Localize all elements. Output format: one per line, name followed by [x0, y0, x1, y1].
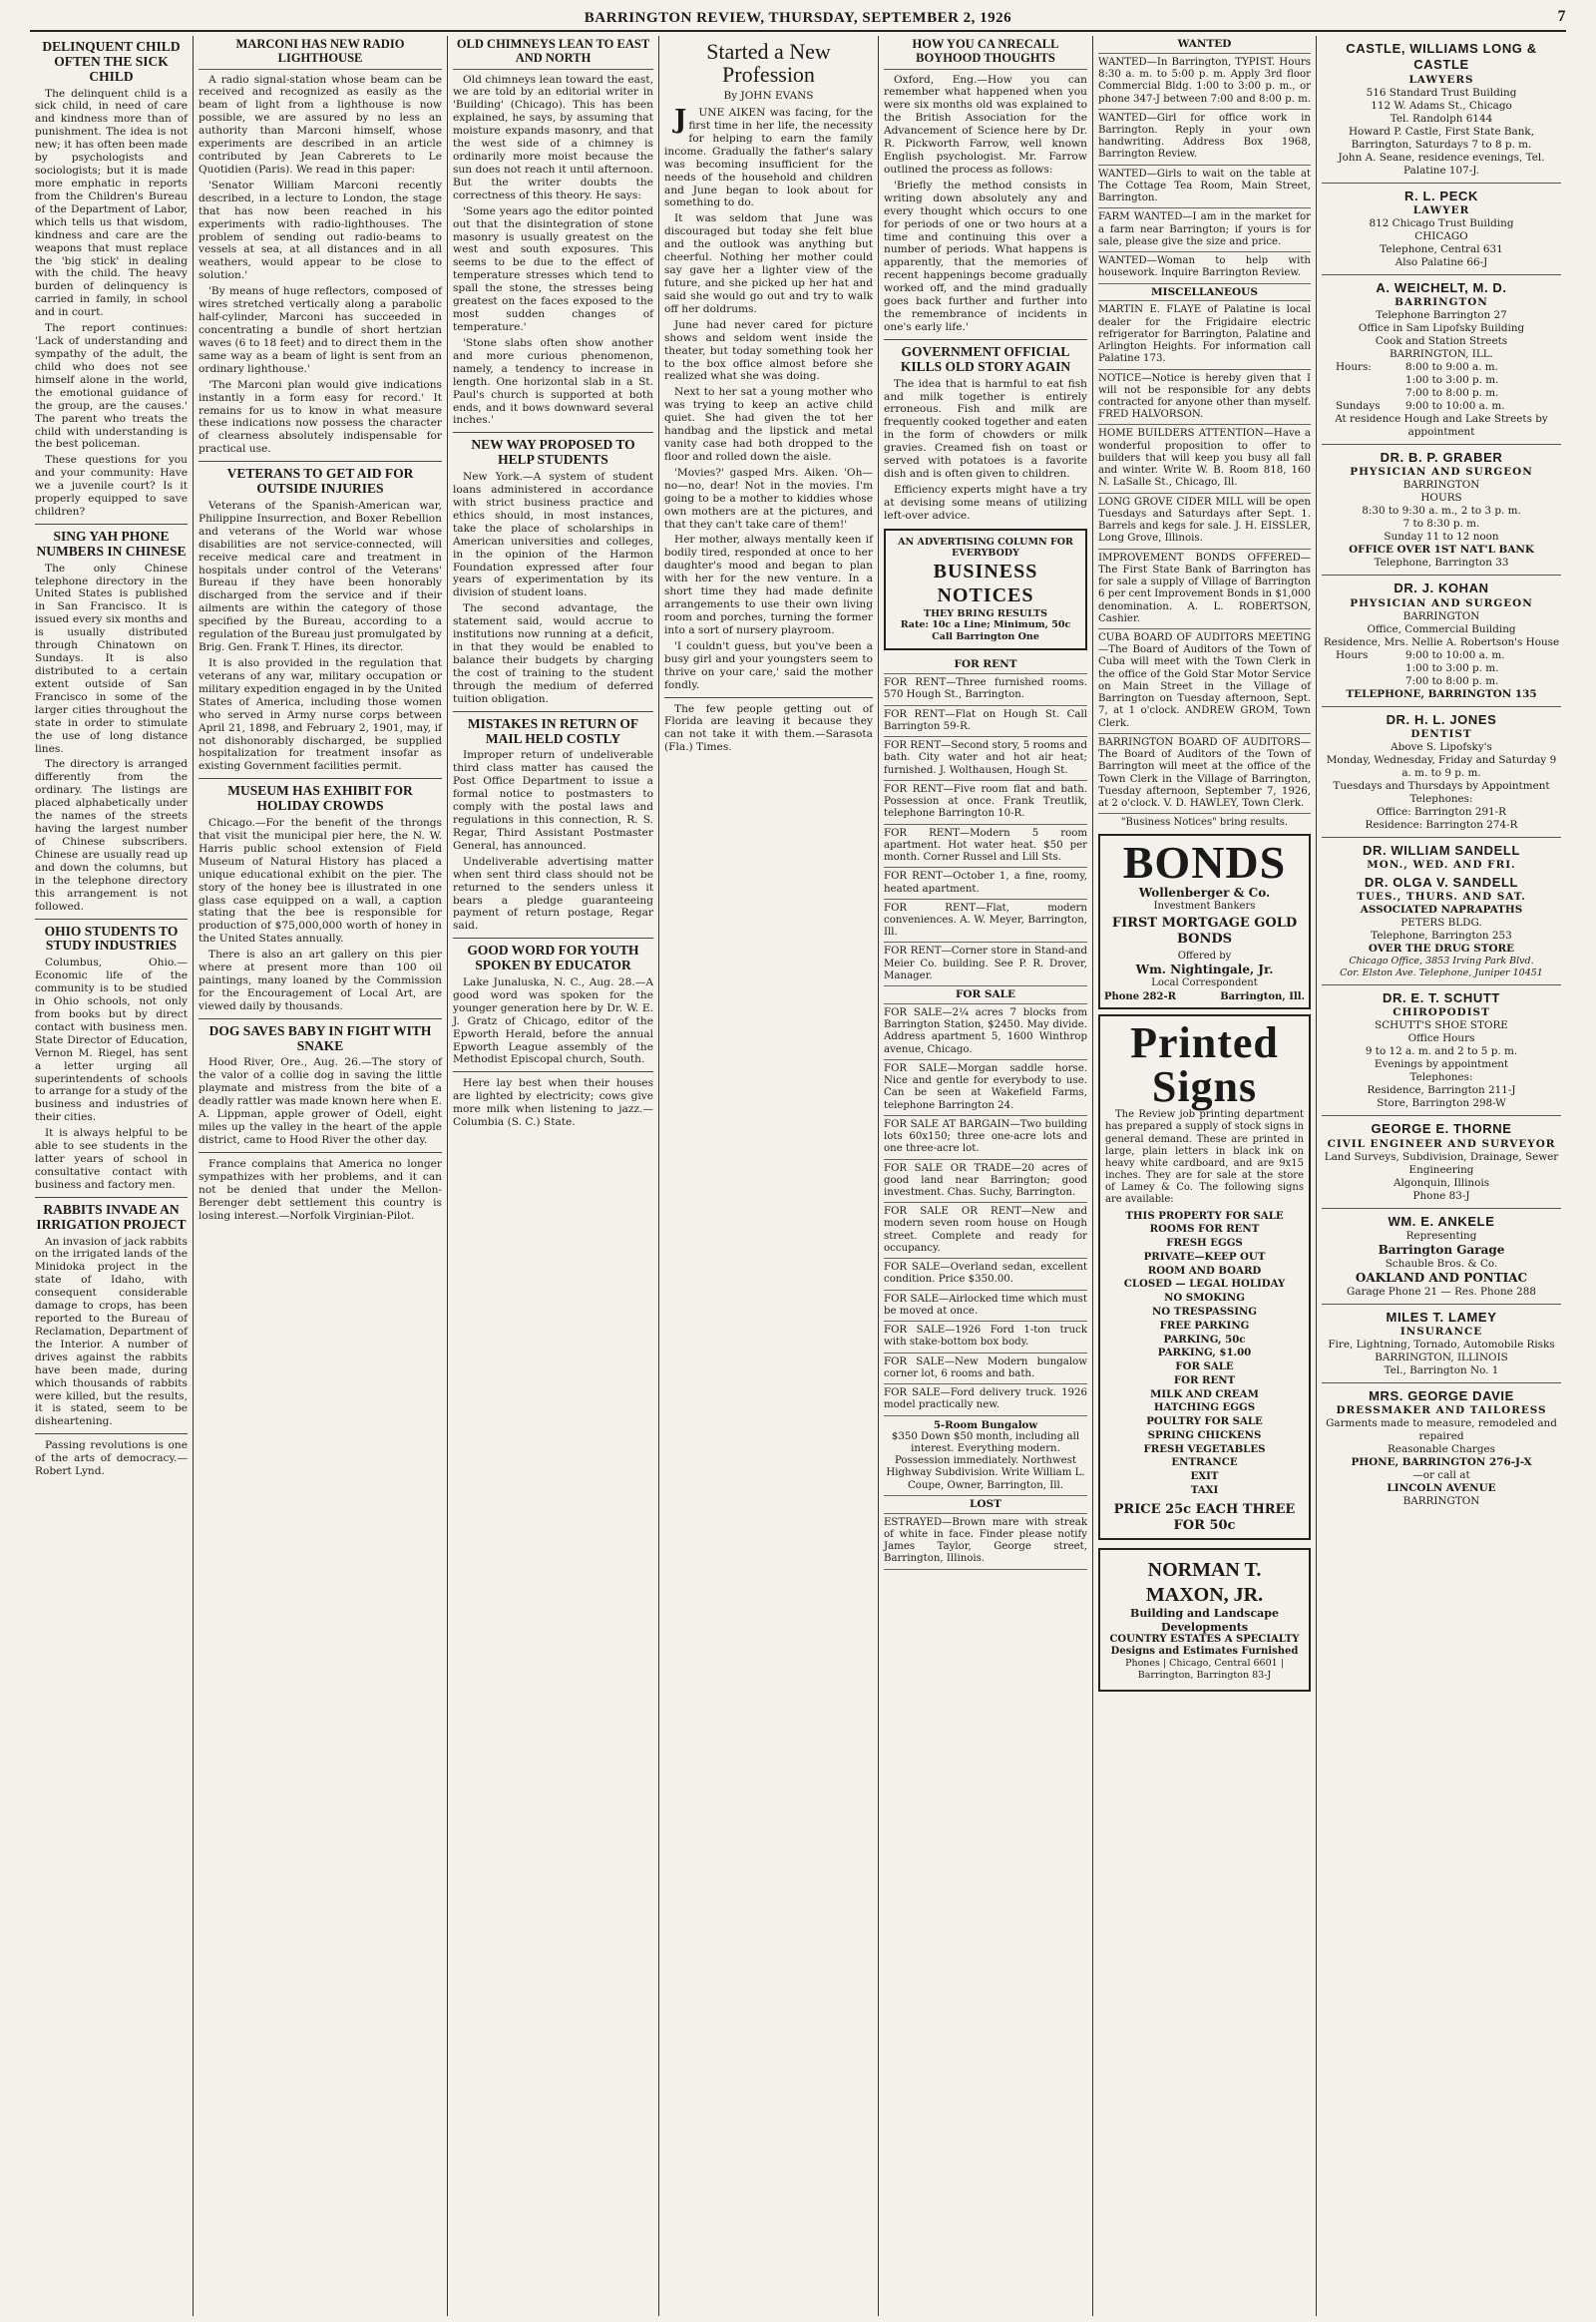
classified-item: FOR SALE—1926 Ford 1-ton truck with stake-bottom box body. — [884, 1322, 1087, 1353]
article-paragraph: The second advantage, the statement said, would accrue to institutions now running at a deficit, in that they would be enabled to balance their budgets by charging the cost of training to the student through the medium of deferred tuition obligation. — [453, 602, 653, 705]
article-paragraph: Improper return of undeliverable third class matter has caused the Post Office Department to issue a formal notice to postmasters to comply with the postal laws and regulations in this connection, R. S. Regar, Third Assistant Postmaster General, has announced. — [453, 749, 653, 852]
card-line: 812 Chicago Trust Building — [1369, 216, 1514, 229]
card-name: WM. E. ANKELE — [1388, 1213, 1495, 1229]
classified-item: ESTRAYED—Brown mare with streak of white in face. Finder please notify James Taylor, George street, Barrington, Illinois. — [884, 1514, 1087, 1570]
maxon-sub: Building and Landscape Developments — [1130, 1607, 1279, 1634]
card-name: DR. E. T. SCHUTT — [1383, 990, 1500, 1005]
card-line: Tel. Randolph 6144 — [1390, 112, 1493, 125]
card-line: 9 to 12 a. m. and 2 to 5 p. m. — [1365, 1045, 1518, 1058]
divider — [453, 938, 653, 939]
business-notices-banner — [884, 529, 1087, 651]
article-paragraph: An invasion of jack rabbits on the irrigated lands of the Minidoka project in the state of Idaho, with consequent considerable damage to crops, has been reported to the Bureau of Reclamation, Department of the Interior. A number of drives against the rabbits have been made, during which thousands of rabbits were killed, but the results, it is stated, seem to be disheartening. — [35, 1235, 188, 1428]
maxon-sub3: Designs and Estimates Furnished — [1110, 1646, 1299, 1658]
card-line: Garage Phone 21 — Res. Phone 288 — [1347, 1285, 1536, 1298]
card-line: Evenings by appointment — [1374, 1058, 1509, 1071]
story-paragraph: It was seldom that June was discouraged but today she felt blue and the outlook was anything but cheerful. Nothing her mother could say gave her a lighter view of the future, and she picked up her hat and said she would go out and try to walk off her doldrums. — [664, 212, 873, 315]
card-name: CASTLE, WILLIAMS LONG & CASTLE — [1346, 41, 1537, 73]
banner-call: Call Barrington One — [932, 630, 1039, 642]
card-line: PETERS BLDG. — [1400, 917, 1482, 930]
divider — [35, 524, 188, 525]
card-role: DENTIST — [1410, 727, 1472, 740]
headline: DOG SAVES BABY IN FIGHT WITH SNAKE — [208, 1022, 432, 1053]
article-paragraph: 'Some years ago the editor pointed out that the disintegration of stone masonry is usually greatest on the west and south exposures. This seems to be due to the effect of temperature stresses which tend to spall the stone, the stresses being greatest on the faces exposed to the most sudden changes of temperature.' — [453, 204, 653, 334]
classified-item: FOR SALE OR RENT—New and modern seven room house on Hough street. Complete and ready for occupancy. — [884, 1203, 1087, 1259]
headline: NEW WAY PROPOSED TO HELP STUDENTS — [471, 437, 635, 468]
classified-item: FOR SALE—New Modern bungalow corner lot, 6 rooms and bath. — [884, 1354, 1087, 1384]
bonds-firm: Wollenberger & Co. — [1138, 886, 1271, 901]
sign-option: NO TRESPASSING — [1152, 1306, 1257, 1319]
article-paragraph: 'Stone slabs often show another and more curious phenomenon, namely, a tendency to increase in length. One horizontal slab in a St. Paul's church is supported at both ends, and it bows downward several inches.' — [453, 336, 653, 427]
card-line: BARRINGTON, ILLINOIS — [1375, 1352, 1508, 1363]
classified-heading: LOST — [884, 1496, 1087, 1514]
headline: SING YAH PHONE NUMBERS IN CHINESE — [36, 528, 187, 559]
card-line: OAKLAND AND PONTIAC — [1355, 1270, 1528, 1285]
article-paragraph: The only Chinese telephone directory in the United States is published in San Francisco. It is issued every six months and is usually distributed through Chinatown on Sundays. It is also distributed to a certain extent outside of San Francisco in some of the larger cities throughout the state in order to stimulate the use of long distance lines. — [35, 562, 188, 755]
professional-card — [1322, 184, 1561, 275]
headline: OLD CHIMNEYS LEAN TO EAST AND NORTH — [453, 38, 653, 70]
card-line: OFFICE OVER 1ST NAT'L BANK — [1349, 544, 1534, 557]
hours-label — [1336, 675, 1405, 688]
card-role: PHYSICIAN AND SURGEON — [1350, 466, 1533, 479]
bonds-title: FIRST MORTGAGE GOLD BONDS — [1111, 916, 1298, 948]
card-line: 7 to 8:30 p. m. — [1402, 518, 1480, 531]
signs-text: The Review job printing department has prepared a supply of stock signs in general demand. These are printed in large, plain letters in black ink on heavy white cardboard, and are 9x15 inches. They are for sale at the store of Lamey & Co. The following signs are available: — [1105, 1109, 1304, 1206]
story-paragraph: Her mother, always mentally keen if bodily tired, responded at once to her daughter's mood and began to plan with her for the new venture. In a short time they had made definite arrangements to use their own living room and porches, turning the former into a sort of nursery playroom. — [664, 534, 873, 636]
sign-option: ROOM AND BOARD — [1147, 1264, 1262, 1277]
filler-quote: France complains that America no longer sympathizes with her problems, and it can not be denied that under the Mellon-Berenger debt settlement this country is losing interest.—Norfolk Virginian-Pilot. — [199, 1157, 442, 1222]
card-line: 516 Standard Trust Building — [1366, 86, 1517, 99]
card-line: Phone 83-J — [1412, 1189, 1470, 1202]
card-role: CIVIL ENGINEER AND SURVEYOR — [1327, 1137, 1556, 1150]
bonds-agent: Wm. Nightingale, Jr. — [1135, 963, 1274, 977]
card-role: DRESSMAKER AND TAILORESS — [1336, 1404, 1547, 1417]
professional-card — [1322, 1305, 1561, 1383]
classified-item: IMPROVEMENT BONDS OFFERED—The First State Bank of Barrington has for sale a supply of Village of Barrington 6 per cent Improvement Bonds in $1,000 denomination. A. L. ROBERTSON, Cashier. — [1098, 550, 1311, 629]
filler-quote: Here lay best when their houses are lighted by electricity; cows give more milk when listening to jazz.—Columbia (S. C.) State. — [453, 1077, 653, 1129]
bonds-offered: Offered by — [1177, 950, 1232, 962]
classified-item: FOR RENT—Flat, modern conveniences. A. W. Meyer, Barrington, Ill. — [884, 900, 1087, 944]
card-line: Office, Commercial Building — [1367, 622, 1516, 635]
card-name: DR. WILLIAM SANDELL — [1363, 842, 1520, 858]
card-line: Algonquin, Illinois — [1393, 1176, 1490, 1189]
headline: GOOD WORD FOR YOUTH SPOKEN BY EDUCATOR — [467, 943, 639, 973]
article-paragraph: Veterans of the Spanish-American war, Philippine Insurrection, and Boxer Rebellion and veterans of the World war whose disabilities are not service-connected, will receive medical care and treatment in hospitals under control of the Veterans' Bureau if they have been honorably discharged from the service and if their ailments are within the category of those specified by the Bureau, according to a regulation of the Bureau just promulgated by Brig. Gen. Frank T. Hines, its director. — [199, 499, 442, 654]
card-line: BARRINGTON — [1402, 1495, 1480, 1508]
classified-item: FOR SALE AT BARGAIN—Two building lots 60x150; three one-acre lots and one three-acre lot. — [884, 1116, 1087, 1160]
card-line: Land Surveys, Subdivision, Drainage, Sewer Engineering — [1324, 1150, 1559, 1176]
sign-option: FOR SALE — [1175, 1360, 1234, 1373]
article-paragraph: Oxford, Eng.—How you can remember what happened when you were six months old was explained to the British Association for the Advancement of Science here by Dr. R. Pickworth Farrow, well known English psychologist. Mr. Farrow outlined the process as follows: — [884, 73, 1087, 176]
card-role: TUES., THURS. AND SAT. — [1357, 891, 1526, 904]
card-line: Residence, Mrs. Nellie A. Robertson's House — [1323, 635, 1560, 648]
card-name: R. L. PECK — [1404, 188, 1478, 203]
article-paragraph: A radio signal-station whose beam can be received and recognized as easily as the beam of light from a lighthouse is now possible, we are assured by no less an authority than Marconi himself, whose experiments are described in an article contributed by Jean Cabrerets to Le Quotidien (Paris). We read in this paper: — [199, 73, 442, 176]
classified-item: FOR RENT—Flat on Hough St. Call Barrington 59-R. — [884, 706, 1087, 737]
classified-item: FOR RENT—Five room flat and bath. Possession at once. Frank Treutlik, telephone Barrington 10-R. — [884, 781, 1087, 825]
professional-card — [1322, 1209, 1561, 1305]
hours-value: 7:00 to 8:00 p. m. — [1405, 674, 1499, 687]
card-line: Telephone, Barrington 253 — [1371, 930, 1512, 943]
banner-subtitle: THEY BRING RESULTS — [924, 607, 1047, 619]
card-line: Monday, Wednesday, Friday and Saturday 9 a. m. to 9 p. m. — [1326, 753, 1557, 779]
bonds-firm-sub: Investment Bankers — [1153, 901, 1256, 913]
story-paragraph: June had never cared for picture shows and seldom went inside the theater, but today something took her to the box office almost before she realized what she was doing. — [664, 318, 873, 383]
card-line: Cook and Station Streets — [1375, 335, 1508, 347]
banner-rate: Rate: 10c a Line; Minimum, 50c — [900, 619, 1071, 631]
card-line: PHONE, BARRINGTON 276-J-X — [1351, 1456, 1532, 1469]
sign-option: EXIT — [1190, 1470, 1219, 1483]
card-line: OVER THE DRUG STORE — [1368, 943, 1515, 956]
card-role: CHIROPODIST — [1393, 1006, 1490, 1019]
card-line: Telephones: — [1409, 1071, 1473, 1084]
card-line: 112 W. Adams St., Chicago — [1371, 99, 1512, 112]
bungalow-title: 5-Room Bungalow — [933, 1418, 1038, 1431]
maxon-sub2: COUNTRY ESTATES A SPECIALTY — [1109, 1634, 1300, 1646]
hours-label — [1336, 387, 1405, 400]
sign-option: TAXI — [1190, 1483, 1219, 1496]
card-name: A. WEICHELT, M. D. — [1376, 279, 1507, 295]
banner-intro: AN ADVERTISING COLUMN FOR EVERYBODY — [898, 536, 1073, 560]
card-line: Residence: Barrington 274-R — [1365, 818, 1518, 831]
sign-option: THIS PROPERTY FOR SALE — [1125, 1209, 1284, 1222]
article-paragraph: Columbus, Ohio.—Economic life of the community is to be studied in Ohio schools, not only from books but by direct contact with business men. State Director of Education, Vernon M. Riegel, has sent a letter urging all superintendents of schools to arrange for a study of the business and industries of their cities. — [35, 957, 188, 1124]
professional-card — [1322, 985, 1561, 1116]
classified-item: FOR SALE—Morgan saddle horse. Nice and gentle for everybody to use. Can be seen at Wakefield Farms, telephone Barrington 24. — [884, 1060, 1087, 1116]
article-paragraph: These questions for you and your community: Have we a juvenile court? Is it properly equipped to save children? — [35, 454, 188, 519]
byline: By JOHN EVANS — [723, 90, 814, 103]
classified-item: FOR SALE—2¼ acres 7 blocks from Barrington Station, $2450. May divide. Address apartment 5, 1600 Winthrop avenue, Chicago. — [884, 1004, 1087, 1060]
divider — [453, 1071, 653, 1072]
business-notices-tagline: "Business Notices" bring results. — [1120, 817, 1289, 829]
office-hours — [1322, 649, 1561, 688]
column-6 — [1093, 36, 1317, 2316]
story-paragraph: JUNE AIKEN was facing, for the first time in her life, the necessity for helping to earn the family income. Gradually the father's salary was becoming insufficient for the needs of the household and children and June began to look about for something to do. — [664, 104, 873, 209]
page-number: 7 — [1557, 8, 1566, 25]
classified-item: FOR SALE—Ford delivery truck. 1926 model practically new. — [884, 1384, 1087, 1415]
bonds-contact — [1104, 991, 1305, 1003]
headline: OHIO STUDENTS TO STUDY INDUSTRIES — [44, 923, 179, 954]
bungalow-ad — [884, 1416, 1087, 1496]
card-line: SCHUTT'S SHOE STORE — [1375, 1019, 1508, 1032]
card-line: CHICAGO — [1414, 229, 1468, 242]
article-paragraph: Chicago.—For the benefit of the throngs that visit the municipal pier here, the N. W. Harris public school extension of Field Museum of Natural History has placed a unique educational exhibit on the pier. The story of the honey bee is illustrated in one glass case equipped on a wall, a caption stating that the bee is responsible for production of $75,000,000 worth of honey in the United States annually. — [199, 816, 442, 946]
printed-signs-ad — [1098, 1014, 1311, 1540]
article-paragraph: The idea that is harmful to eat fish and milk together is entirely erroneous. Fish and milk are frequently cooked together and eaten in the form of chowders or milk gravies. Creamed fish on toast or served with potatoes is a favorite dish and is often given to children. — [884, 377, 1087, 481]
sign-option: SPRING CHICKENS — [1147, 1428, 1262, 1441]
article-paragraph: Efficiency experts might have a try at devising some means of utilizing left-over advice. — [884, 484, 1087, 522]
for-rent-list — [884, 674, 1087, 986]
masthead-title: BARRINGTON REVIEW, THURSDAY, SEPTEMBER 2, 1926 — [584, 9, 1012, 26]
sign-option: ROOMS FOR RENT — [1149, 1223, 1260, 1236]
card-line: Tel., Barrington No. 1 — [1384, 1364, 1499, 1376]
classified-item: FOR RENT—Corner store in Stand-and Meier Co. building. See P. R. Drover, Manager. — [884, 943, 1087, 986]
card-name: MRS. GEORGE DAVIE — [1369, 1388, 1514, 1403]
hours-label: Hours: — [1336, 361, 1372, 373]
classified-item: BARRINGTON BOARD OF AUDITORS—The Board of Auditors of the Town of Barrington will meet at the office of the Town Clerk in the Village of Barrington, Tuesday afternoon, September 7, 1926, at 2 o'clock. V. D. HAWLEY, Town Clerk. — [1098, 734, 1311, 814]
card-line: Schauble Bros. & Co. — [1385, 1257, 1498, 1270]
hours-value: 9:00 to 10:00 a. m. — [1405, 400, 1505, 412]
classified-item: FOR RENT—Second story, 5 rooms and bath. City water and hot air heat; furnished. J. Wolthausen, Hough St. — [884, 737, 1087, 781]
classified-item: WANTED—In Barrington, TYPIST. Hours 8:30 a. m. to 5:00 p. m. Apply 3rd floor Commercial Bldg. 1:00 to 3:00 p. m., or phone 347-J between 7:00 and 8:00 p. m. — [1098, 54, 1311, 110]
signs-word: Printed Signs — [1130, 1018, 1279, 1112]
classified-heading: WANTED — [1098, 36, 1311, 54]
divider — [199, 461, 442, 462]
story-paragraph: 'Movies?' gasped Mrs. Aiken. 'Oh—no—no, dear! Not in the movies. I'm going to be a mother to kiddies whose own mothers are at the pictures, and that they can't take care of them!' — [664, 466, 873, 531]
professional-card — [1322, 838, 1561, 985]
sign-option: HATCHING EGGS — [1153, 1401, 1256, 1414]
sign-option: PARKING, $1.00 — [1157, 1347, 1252, 1359]
bonds-agent-sub: Local Correspondent — [1151, 976, 1258, 988]
card-role: LAWYER — [1412, 203, 1470, 216]
card-line: Tuesdays and Thursdays by Appointment — [1333, 779, 1550, 792]
professional-card — [1322, 576, 1561, 706]
card-line: BARRINGTON, ILL. — [1390, 348, 1493, 360]
newspaper-page — [30, 36, 1566, 2316]
card-line: Barrington Garage — [1378, 1242, 1505, 1257]
divider — [199, 778, 442, 779]
divider — [199, 1018, 442, 1019]
card-line: Garments made to measure, remodeled and repaired — [1326, 1417, 1557, 1443]
card-name: DR. B. P. GRABER — [1380, 450, 1503, 465]
article-paragraph: 'Senator William Marconi recently described, in a lecture to London, the stage that has now been reached in his experiments with radio-lighthouses. The problem of sending out radio-beams to vessels at sea, at all distances and in all weathers, would appear to be close to solution.' — [199, 179, 442, 282]
article-paragraph: Lake Junaluska, N. C., Aug. 28.—A good word was spoken for the younger generation here by Dr. W. E. J. Gratz of Chicago, editor of the Epworth Herald, before the annual Epworth League assembly of the Methodist Episcopal church, South. — [453, 975, 653, 1066]
divider — [884, 339, 1087, 340]
hours-value: 1:00 to 3:00 p. m. — [1405, 374, 1499, 386]
sign-option: POULTRY FOR SALE — [1146, 1415, 1263, 1428]
article-paragraph: There is also an art gallery on this pier where at present more than 100 oil paintings, many loaned by the Commission for the Encouragement of Local Art, are viewed daily by thousands. — [199, 949, 442, 1012]
sign-option: FRESH EGGS — [1166, 1237, 1243, 1250]
maxon-ad — [1098, 1548, 1311, 1691]
sign-option: ENTRANCE — [1171, 1456, 1238, 1469]
sign-option: FRESH VEGETABLES — [1143, 1442, 1266, 1455]
card-name: DR. J. KOHAN — [1394, 580, 1489, 596]
card-line: Fire, Lightning, Tornado, Automobile Risks — [1328, 1339, 1555, 1351]
article-paragraph: New York.—A system of student loans administered in accordance with strict business practice and ethics should, in most instances, take the place of scholarships in American universities and colleges, in the opinion of the Harmon Foundation expressed after four years of experimentation by its division of student loans. — [453, 471, 653, 599]
classified-item: FOR SALE—Overland sedan, excellent condition. Price $350.00. — [884, 1259, 1087, 1290]
classified-item: FOR RENT—Three furnished rooms. 570 Hough St., Barrington. — [884, 674, 1087, 705]
divider — [453, 432, 653, 433]
classified-item: WANTED—Girls to wait on the table at The Cottage Tea Room, Main Street, Barrington. — [1098, 166, 1311, 209]
sign-option: PRIVATE—KEEP OUT — [1143, 1250, 1266, 1263]
column-4 — [659, 36, 879, 2316]
classified-item: CUBA BOARD OF AUDITORS MEETING—The Board of Auditors of the Town of Cuba will meet with the Town Clerk in the office of the Gold Star Motor Service on Main Street in the Village of Barrington on Tuesday afternoon, Sept. 7, at 1 o'clock. ANDREW GROM, Town Clerk. — [1098, 629, 1311, 734]
hours-value: 7:00 to 8:00 p. m. — [1405, 387, 1499, 399]
card-line: Cor. Elston Ave. Telephone, Juniper 10451 — [1340, 968, 1543, 979]
card-role: LAWYERS — [1408, 73, 1474, 86]
card-line: 8:30 to 9:30 a. m., 2 to 3 p. m. — [1362, 505, 1521, 518]
card-line: ASSOCIATED NAPRAPATHS — [1360, 904, 1523, 917]
card-line: Also Palatine 66-J — [1395, 255, 1488, 268]
classified-item: WANTED—Woman to help with housework. Inquire Barrington Review. — [1098, 252, 1311, 283]
article-paragraph: The directory is arranged differently from the ordinary. The listings are placed alphabetically under the names of the streets having the largest number of Chinese subscribers. Chinese are usually read up and down the columns, but in the telephone directory this arrangement is not followed. — [35, 758, 188, 913]
headline: MUSEUM HAS EXHIBIT FOR HOLIDAY CROWDS — [227, 783, 413, 814]
professional-card — [1322, 36, 1561, 184]
column-3 — [448, 36, 659, 2316]
article-paragraph: 'Briefly the method consists in writing down absolutely any and every thought which occurs to one for periods of one or two hours at a time and continuing this over a number of periods. What happens is apparently, that the memories of recent happenings become gradually worked off, and the mind gradually goes back further and further into the remembrance of incidents in one's early life.' — [884, 179, 1087, 334]
divider — [35, 919, 188, 920]
divider — [35, 1197, 188, 1198]
column-1 — [30, 36, 194, 2316]
masthead — [30, 6, 1566, 32]
professional-card — [1322, 1116, 1561, 1208]
classified-item: WANTED—Girl for office work in Barrington. Reply in your own handwriting. Address Box 1968, Barrington Review. — [1098, 110, 1311, 166]
headline: MISTAKES IN RETURN OF MAIL HELD COSTLY — [467, 715, 639, 746]
maxon-phones: Phones | Chicago, Central 6601 | Barrington, Barrington 83-J — [1125, 1658, 1284, 1681]
card-line: TELEPHONE, BARRINGTON 135 — [1346, 687, 1537, 700]
headline: DELINQUENT CHILD OFTEN THE SICK CHILD — [42, 39, 181, 84]
card-line: Sunday 11 to 12 noon — [1384, 531, 1499, 544]
article-paragraph: Hood River, Ore., Aug. 26.—The story of the valor of a collie dog in saving the little playmate and mistress from the bite of a deadly rattler was made known here when E. A. Lippman, apple grower of Odell, eight miles up the valley in the heart of the apple district, came to Hood River the other day. — [199, 1056, 442, 1147]
classified-item: MARTIN E. FLAYE of Palatine is local dealer for the Frigidaire electric refrigerator for Barrington, Palatine and Arlington Heights. For information call Palatine 173. — [1098, 301, 1311, 369]
article-paragraph: It is also provided in the regulation that veterans of any war, military occupation or military expedition engaged in by the United States of America, including those women who served in Army nurse corps between April 21, 1898, and February 2, 1901, may, if not dishonorably discharged, be supplied hospitalization for treatment insofar as existing Government facilities permit. — [199, 656, 442, 773]
card-role: MON., WED. AND FRI. — [1367, 859, 1516, 871]
card-name: DR. OLGA V. SANDELL — [1364, 875, 1519, 890]
card-line: Residence, Barrington 211-J — [1367, 1084, 1516, 1097]
divider — [664, 697, 873, 698]
card-line: LINCOLN AVENUE — [1387, 1482, 1496, 1495]
headline: MARCONI HAS NEW RADIO LIGHTHOUSE — [199, 38, 442, 70]
card-line: Telephone, Barrington 33 — [1374, 557, 1509, 570]
sign-option: MILK AND CREAM — [1150, 1387, 1259, 1400]
professional-card — [1322, 1383, 1561, 1513]
filler-quote: The few people getting out of Florida are leaving it because they can not take it with them.—Sarasota (Fla.) Times. — [664, 702, 873, 754]
hours-label: Sundays — [1336, 400, 1381, 412]
card-role: INSURANCE — [1399, 1326, 1483, 1338]
classified-item: FOR SALE—Airlocked time which must be moved at once. — [884, 1291, 1087, 1322]
signs-list — [1105, 1210, 1304, 1498]
hours-value: 1:00 to 3:00 p. m. — [1405, 661, 1499, 674]
sign-option: NO SMOKING — [1164, 1292, 1245, 1305]
hours-value: 8:00 to 9:00 a. m. — [1405, 361, 1498, 373]
card-line: Office in Sam Lipofsky Building — [1358, 322, 1525, 334]
card-line: Telephones: — [1409, 792, 1473, 805]
sign-option: PARKING, 50c — [1163, 1333, 1246, 1346]
article-paragraph: 'The Marconi plan would give indications instantly in a form easy for record.' It remains for us to know in what measure these indications now possess the character of clearness absolutely indispensable for practical use. — [199, 378, 442, 456]
professional-card — [1322, 707, 1561, 838]
headline: RABBITS INVADE AN IRRIGATION PROJECT — [36, 1201, 187, 1232]
sign-option: FOR RENT — [1173, 1373, 1236, 1386]
maxon-name: NORMAN T. MAXON, JR. — [1145, 1559, 1264, 1606]
classified-item: NOTICE—Notice is hereby given that I will not be responsible for any debts contracted for anyone other than myself. FRED HALVORSON. — [1098, 370, 1311, 426]
story-paragraph: 'I couldn't guess, but you've been a busy girl and your youngsters seem to thrive on your care,' said the mother fondly. — [664, 639, 873, 691]
for-sale-list — [884, 1004, 1087, 1416]
classified-item: FARM WANTED—I am in the market for a farm near Barrington; if yours is for sale, please give the size and price. — [1098, 208, 1311, 252]
divider — [199, 1152, 442, 1153]
professional-card — [1322, 275, 1561, 445]
professional-card — [1322, 445, 1561, 576]
bonds-phone: Phone 282-R — [1104, 990, 1176, 1002]
bonds-word: BONDS — [1122, 837, 1287, 889]
article-paragraph: It is always helpful to be able to see students in the latter years of school in consultative contact with business and factory men. — [35, 1127, 188, 1191]
card-role: Representing — [1405, 1229, 1477, 1242]
hours-label — [1336, 662, 1405, 675]
card-role: BARRINGTON — [1395, 296, 1488, 308]
article-paragraph: Old chimneys lean toward the east, we are told by an editorial writer in 'Building' (Chicago). This has been explained, he says, by assuming that moisture expands masonry, and that the west side of a chimney is ordinarily more moist because the sun does not reach it until afternoon. But the writer doubts the correctness of this theory. He says: — [453, 73, 653, 201]
card-line: Store, Barrington 298-W — [1377, 1097, 1506, 1110]
article-paragraph: Undeliverable advertising matter when sent third class should not be returned to the senders unless it bears a pledge guaranteeing payment of return postage, Regar said. — [453, 855, 653, 933]
card-line: Telephone, Central 631 — [1380, 242, 1503, 255]
classified-item: HOME BUILDERS ATTENTION—Have a wonderful proposition to offer to builders that will keep you busy all fall and winter. Write W. B. Room 818, 160 N. LaSalle St., Chicago, Ill. — [1098, 425, 1311, 493]
sign-option: FREE PARKING — [1159, 1319, 1250, 1332]
card-line: Howard P. Castle, First State Bank, Barrington, Saturdays 7 to 8 p. m. — [1348, 125, 1535, 151]
card-line: —or call at — [1412, 1469, 1470, 1482]
card-line: Office Hours — [1407, 1032, 1475, 1045]
feature-title: Started a New Profession — [706, 39, 831, 88]
bungalow-text: $350 Down $50 month, including all interest. Everything modern. Possession immediately. Northwest Highway Subdivision. Write William L. Coupe, Owner, Barrington, Ill. — [886, 1430, 1085, 1491]
card-name: MILES T. LAMEY — [1386, 1309, 1497, 1325]
divider — [35, 1433, 188, 1434]
classified-item: FOR SALE OR TRADE—20 acres of good land near Barrington; good investment. Chas. Suchy, Barrington. — [884, 1160, 1087, 1204]
card-note: At residence Hough and Lake Streets by appointment — [1335, 413, 1548, 438]
sign-option: CLOSED — LEGAL HOLIDAY — [1123, 1278, 1286, 1291]
card-role: PHYSICIAN AND SURGEON — [1350, 596, 1533, 609]
headline: GOVERNMENT OFFICIAL KILLS OLD STORY AGAIN — [900, 343, 1071, 374]
card-line: John A. Seane, residence evenings, Tel. Palatine 107-J. — [1338, 151, 1545, 177]
headline: HOW YOU CA NRECALL BOYHOOD THOUGHTS — [884, 38, 1087, 70]
column-7 — [1317, 36, 1566, 2316]
column-5 — [879, 36, 1093, 2316]
classified-heading: FOR RENT — [884, 656, 1087, 674]
article-paragraph: The report continues: 'Lack of understanding and sympathy of the adult, the child who does not see himself alone in the world, the emotional guidance of the group, are the causes.' The parent who treats the child with understanding is the best policeman. — [35, 322, 188, 451]
classified-item: FOR RENT—October 1, a fine, roomy, heated apartment. — [884, 868, 1087, 899]
filler-quote: Passing revolutions is one of the arts of democracy.—Robert Lynd. — [35, 1439, 188, 1478]
hours-label — [1336, 374, 1405, 387]
card-line: Reasonable Charges — [1387, 1443, 1495, 1456]
hours-label: Hours — [1336, 648, 1369, 661]
hours-value: 9:00 to 10:00 a. m. — [1405, 648, 1505, 661]
headline: VETERANS TO GET AID FOR OUTSIDE INJURIES — [226, 466, 414, 497]
classified-item: LONG GROVE CIDER MILL will be open Tuesdays and Saturdays after Sept. 1. Barrels and kegs for sale. J. H. EISSLER, Long Grove, Illinois. — [1098, 494, 1311, 550]
card-name: GEORGE E. THORNE — [1371, 1121, 1512, 1137]
banner-title: BUSINESS NOTICES — [933, 560, 1038, 607]
story-paragraph: Next to her sat a young mother who was trying to keep an active child quiet. She had given the tot her handbag and the lipstick and metal vanity case had both dropped to the floor and rolled down the aisle. — [664, 386, 873, 463]
classified-heading: FOR SALE — [884, 986, 1087, 1004]
card-line: BARRINGTON — [1402, 609, 1480, 622]
card-line: BARRINGTON — [1402, 479, 1480, 492]
card-line: Office: Barrington 291-R — [1376, 805, 1507, 818]
card-line: HOURS — [1420, 492, 1462, 505]
article-paragraph: The delinquent child is a sick child, in need of care and kindness more than of punishment. The idea is not new; it has often been made by psychologists and sociologists; but it is made more emphatic in reports from the Children's Bureau of the Department of Labor, which tells us that wisdom, kindness and care are the weapons that must replace the 'big stick' in dealing with the child. The heavy burden of delinquency is carried in family, in school and in court. — [35, 87, 188, 319]
signs-price: PRICE 25c EACH THREE FOR 50c — [1113, 1501, 1296, 1533]
bonds-city: Barrington, Ill. — [1220, 990, 1305, 1002]
column-2 — [194, 36, 448, 2316]
article-paragraph: 'By means of huge reflectors, composed of wires stretched vertically along a parabolic half-cylinder, Marconi has succeeded in concentrating a bundle of short hertzian waves (6 to 18 feet) and to direct them in the same way as a beam of light is sent from an ordinary lighthouse.' — [199, 285, 442, 375]
classified-item: FOR RENT—Modern 5 room apartment. Hot water heat. $50 per month. Corner Russel and Lill Sts. — [884, 825, 1087, 869]
card-line: Above S. Lipofsky's — [1391, 740, 1492, 753]
classified-heading: MISCELLANEOUS — [1098, 284, 1311, 302]
bonds-ad — [1098, 834, 1311, 1009]
office-hours — [1322, 361, 1561, 413]
card-line: Telephone Barrington 27 — [1376, 309, 1507, 321]
card-line: Chicago Office, 3853 Irving Park Blvd. — [1349, 956, 1534, 968]
card-name: DR. H. L. JONES — [1386, 711, 1497, 727]
divider — [453, 711, 653, 712]
